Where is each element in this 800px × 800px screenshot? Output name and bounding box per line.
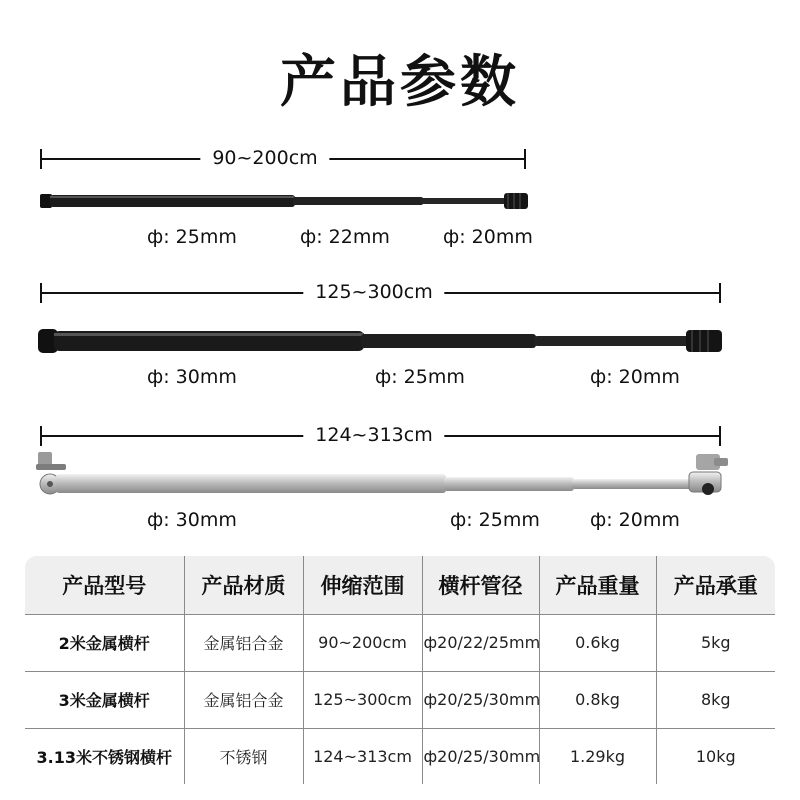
table-row (25, 728, 775, 784)
cell-weight: 0.8kg (539, 671, 656, 728)
table-header-row (25, 556, 775, 615)
header-diameter: 横杆管径 (422, 556, 539, 615)
length-label-3: 124~313cm (303, 424, 444, 446)
cell-weight: 1.29kg (539, 728, 656, 784)
cell-model: 3米金属横杆 (25, 671, 184, 728)
cell-material: 金属铝合金 (184, 615, 303, 672)
diameter-label: ф: 20mm (443, 226, 533, 248)
page-title: 产品参数 (280, 50, 520, 115)
header-load: 产品承重 (656, 556, 775, 615)
cell-load: 10kg (656, 728, 775, 784)
cell-load: 5kg (656, 615, 775, 672)
cell-range: 124~313cm (303, 728, 422, 784)
cell-material: 金属铝合金 (184, 671, 303, 728)
rod-image-1 (38, 189, 538, 213)
diameter-label: ф: 20mm (590, 509, 680, 531)
cell-material: 不锈钢 (184, 728, 303, 784)
cell-diameter: ф20/25/30mm (422, 728, 539, 784)
length-label-2: 125~300cm (303, 281, 444, 303)
dimension-line-1 (40, 149, 526, 169)
spec-table (25, 556, 775, 784)
cell-range: 125~300cm (303, 671, 422, 728)
header-model: 产品型号 (25, 556, 184, 615)
diameter-label: ф: 22mm (300, 226, 390, 248)
diameter-label: ф: 30mm (147, 366, 237, 388)
diameter-label: ф: 20mm (590, 366, 680, 388)
diameter-label: ф: 25mm (147, 226, 237, 248)
header-range: 伸缩范围 (303, 556, 422, 615)
cell-load: 8kg (656, 671, 775, 728)
diameter-label: ф: 25mm (450, 509, 540, 531)
dimension-line-3 (40, 426, 721, 446)
diameter-label: ф: 30mm (147, 509, 237, 531)
diameter-label: ф: 25mm (375, 366, 465, 388)
cell-diameter: ф20/22/25mm (422, 615, 539, 672)
dimension-line-2 (40, 283, 721, 303)
length-label-1: 90~200cm (200, 147, 329, 169)
table-row (25, 615, 775, 672)
rod-image-2 (36, 326, 731, 356)
cell-diameter: ф20/25/30mm (422, 671, 539, 728)
cell-model: 2米金属横杆 (25, 615, 184, 672)
rod-image-3 (34, 450, 734, 500)
cell-model: 3.13米不锈钢横杆 (25, 728, 184, 784)
cell-weight: 0.6kg (539, 615, 656, 672)
cell-range: 90~200cm (303, 615, 422, 672)
header-weight: 产品重量 (539, 556, 656, 615)
header-material: 产品材质 (184, 556, 303, 615)
table-row (25, 671, 775, 728)
